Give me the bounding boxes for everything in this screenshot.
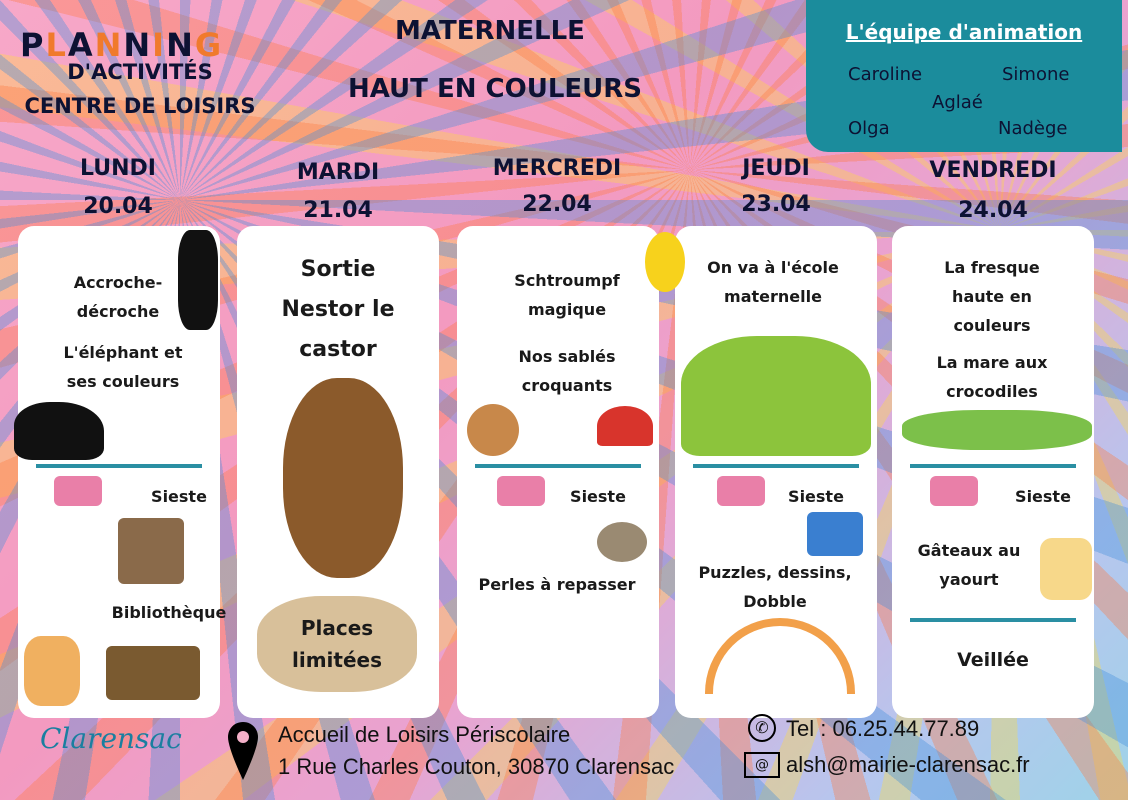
day-date: 21.04 bbox=[303, 198, 373, 223]
location-pin-icon bbox=[228, 722, 258, 780]
elephant-icon bbox=[14, 402, 104, 460]
day-name: LUNDI bbox=[80, 156, 156, 181]
activity: Nos sablés croquants bbox=[518, 347, 616, 395]
divider bbox=[910, 464, 1076, 468]
sieste-label: Sieste bbox=[151, 487, 207, 506]
day-name: MERCREDI bbox=[492, 156, 622, 181]
subtitle-centre: CENTRE DE LOISIRS bbox=[24, 94, 256, 118]
day-card-mardi bbox=[237, 226, 439, 718]
sieste-label: Sieste bbox=[1015, 487, 1071, 506]
team-member: Olga bbox=[848, 118, 890, 139]
day-date: 22.04 bbox=[522, 192, 592, 217]
crocodile-icon bbox=[902, 410, 1092, 450]
beaver-icon bbox=[283, 378, 403, 578]
day-date: 23.04 bbox=[741, 192, 811, 217]
letter: N bbox=[166, 26, 195, 64]
day-date: 20.04 bbox=[83, 194, 153, 219]
outing: Sortie Nestor le castor bbox=[281, 257, 395, 362]
sieste-label: Sieste bbox=[788, 487, 844, 506]
book-icon bbox=[118, 518, 184, 584]
activity: Perles à repasser bbox=[478, 575, 636, 594]
letter: N bbox=[94, 26, 124, 64]
activity-evening: Veillée bbox=[957, 649, 1029, 671]
activity: La mare aux crocodiles bbox=[936, 353, 1048, 401]
day-card-jeudi bbox=[675, 226, 877, 718]
email-icon: @ bbox=[744, 752, 780, 778]
places-limitees-badge bbox=[257, 596, 417, 692]
phone-link[interactable]: Tel : 06.25.44.77.89 bbox=[786, 716, 980, 741]
team-title: L'équipe d'animation bbox=[845, 20, 1083, 44]
mushroom-icon bbox=[597, 406, 653, 446]
playground-icon bbox=[681, 336, 871, 456]
main-subtitle: HAUT EN COULEURS bbox=[347, 74, 643, 104]
day-name: JEUDI bbox=[742, 156, 810, 181]
activity: Schtroumpf magique bbox=[514, 271, 620, 319]
day-date: 24.04 bbox=[958, 198, 1028, 223]
badge-text: Places limitées bbox=[292, 616, 382, 672]
divider bbox=[693, 464, 859, 468]
day-name: MARDI bbox=[296, 160, 380, 185]
activity: Accroche-décroche bbox=[73, 273, 163, 321]
planning-title bbox=[20, 26, 223, 64]
activity: L'éléphant et ses couleurs bbox=[63, 343, 183, 391]
activity: Gâteaux au yaourt bbox=[917, 541, 1021, 589]
letter: L bbox=[45, 26, 68, 64]
rainbow-icon bbox=[705, 618, 855, 694]
dancer-icon bbox=[178, 230, 218, 330]
letter: N bbox=[123, 26, 153, 64]
old-book-icon bbox=[106, 646, 200, 700]
team-box bbox=[806, 0, 1122, 152]
email-link[interactable]: alsh@mairie-clarensac.fr bbox=[786, 752, 1030, 777]
cake-icon bbox=[1040, 538, 1092, 600]
main-title: MATERNELLE bbox=[395, 16, 585, 46]
puzzle-icon bbox=[807, 512, 863, 556]
team-member: Simone bbox=[1002, 64, 1070, 85]
activity: La fresque haute en couleurs bbox=[944, 258, 1040, 335]
team-member: Nadège bbox=[998, 118, 1068, 139]
activity: Bibliothèque bbox=[111, 603, 227, 622]
day-card-mercredi bbox=[457, 226, 659, 718]
clarensac-logo: Clarensac bbox=[40, 722, 182, 755]
bird-icon bbox=[597, 522, 647, 562]
day-name: VENDREDI bbox=[929, 158, 1057, 183]
divider bbox=[36, 464, 202, 468]
cookie-icon bbox=[467, 404, 519, 456]
divider bbox=[910, 618, 1076, 622]
child-reading-icon bbox=[24, 636, 80, 706]
day-card-lundi bbox=[18, 226, 227, 718]
address: 1 Rue Charles Couton, 30870 Clarensac bbox=[278, 754, 675, 779]
activity: On va à l'école maternelle bbox=[707, 258, 839, 306]
subtitle-activities: D'ACTIVITÉS bbox=[67, 60, 213, 84]
letter: P bbox=[20, 26, 46, 64]
sun-icon bbox=[645, 232, 685, 292]
divider bbox=[475, 464, 641, 468]
sieste-label: Sieste bbox=[570, 487, 626, 506]
day-card-vendredi bbox=[892, 226, 1094, 718]
team-member: Aglaé bbox=[932, 92, 983, 113]
letter: I bbox=[152, 26, 167, 64]
letter: A bbox=[67, 26, 95, 64]
activity: Puzzles, dessins, Dobble bbox=[698, 563, 852, 611]
phone-icon: ✆ bbox=[748, 714, 776, 742]
place-name: Accueil de Loisirs Périscolaire bbox=[278, 722, 571, 747]
team-member: Caroline bbox=[848, 64, 923, 85]
letter: G bbox=[194, 26, 224, 64]
